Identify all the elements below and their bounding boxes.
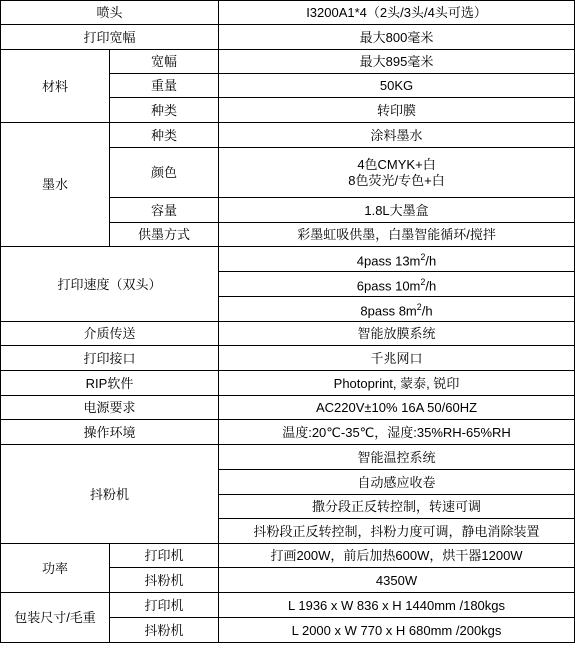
nozzle-value: I3200A1*4（2头/3头/4头可选） [219, 1, 575, 25]
environment-value: 温度:20℃-35℃，湿度:35%RH-65%RH [219, 420, 575, 445]
table-row [1, 420, 575, 445]
interface-label: 打印接口 [1, 346, 219, 371]
power-printer-value: 打画200W，前后加热600W，烘干器1200W [219, 544, 575, 568]
power-shaker-value: 4350W [219, 568, 575, 593]
interface-value: 千兆网口 [219, 346, 575, 371]
speed-value-8pass: 8pass $8m^2/h$ [219, 297, 575, 322]
ink-label: 墨水 [1, 123, 110, 247]
ink-capacity-label: 容量 [110, 198, 219, 223]
package-label: 包装尺寸/毛重 [1, 593, 110, 643]
ink-color-line1: 4色CMYK+白 [357, 156, 436, 172]
speed-value-6pass: 6pass $10m^2/h$ [219, 272, 575, 297]
shaker-value-2: 自动感应收卷 [219, 470, 575, 495]
table-row [1, 396, 575, 420]
table-row [1, 346, 575, 371]
shaker-value-4: 抖粉段正反转控制，抖粉力度可调，静电消除装置 [219, 519, 575, 544]
package-printer-value: L 1936 x W 836 x H 1440mm /180kgs [219, 593, 575, 618]
print-width-label: 打印宽幅 [1, 25, 219, 50]
material-type-label: 种类 [110, 98, 219, 123]
power-req-value: AC220V±10% 16A 50/60HZ [219, 396, 575, 420]
shaker-value-3: 撒分段正反转控制，转速可调 [219, 495, 575, 519]
power-req-label: 电源要求 [1, 396, 219, 420]
ink-capacity-value: 1.8L大墨盒 [219, 198, 575, 223]
table-row [1, 123, 575, 148]
table-row [1, 50, 575, 74]
material-weight-value: 50KG [219, 74, 575, 98]
ink-supply-value: 彩墨虹吸供墨，白墨智能循环/搅拌 [219, 223, 575, 247]
ink-supply-label: 供墨方式 [110, 223, 219, 247]
power-shaker-label: 抖粉机 [110, 568, 219, 593]
table-row [1, 247, 575, 272]
table-row [1, 445, 575, 470]
ink-color-value [219, 148, 575, 198]
shaker-value-1: 智能温控系统 [219, 445, 575, 470]
table-row [1, 25, 575, 50]
environment-label: 操作环境 [1, 420, 219, 445]
package-shaker-value: L 2000 x W 770 x H 680mm /200kgs [219, 618, 575, 643]
table-row [1, 1, 575, 25]
media-label: 介质传送 [1, 322, 219, 346]
package-shaker-label: 抖粉机 [110, 618, 219, 643]
table-row [1, 371, 575, 396]
print-width-value: 最大800毫米 [219, 25, 575, 50]
rip-label: RIP软件 [1, 371, 219, 396]
table-row [1, 593, 575, 618]
ink-color-line2: 8色荧光/专色+白 [348, 172, 445, 188]
power-printer-label: 打印机 [110, 544, 219, 568]
speed-value-4pass: 4pass $13m^2/h$ [219, 247, 575, 272]
material-label: 材料 [1, 50, 110, 123]
table-row [1, 544, 575, 568]
material-weight-label: 重量 [110, 74, 219, 98]
ink-type-value: 涂料墨水 [219, 123, 575, 148]
material-width-value: 最大895毫米 [219, 50, 575, 74]
material-type-value: 转印膜 [219, 98, 575, 123]
media-value: 智能放膜系统 [219, 322, 575, 346]
shaker-label: 抖粉机 [1, 445, 219, 544]
ink-color-label: 颜色 [110, 148, 219, 198]
rip-value: Photoprint, 蒙泰, 锐印 [219, 371, 575, 396]
material-width-label: 宽幅 [110, 50, 219, 74]
speed-label: 打印速度（双头） [1, 247, 219, 322]
power-label: 功率 [1, 544, 110, 593]
ink-type-label: 种类 [110, 123, 219, 148]
nozzle-label: 喷头 [1, 1, 219, 25]
table-row [1, 322, 575, 346]
package-printer-label: 打印机 [110, 593, 219, 618]
